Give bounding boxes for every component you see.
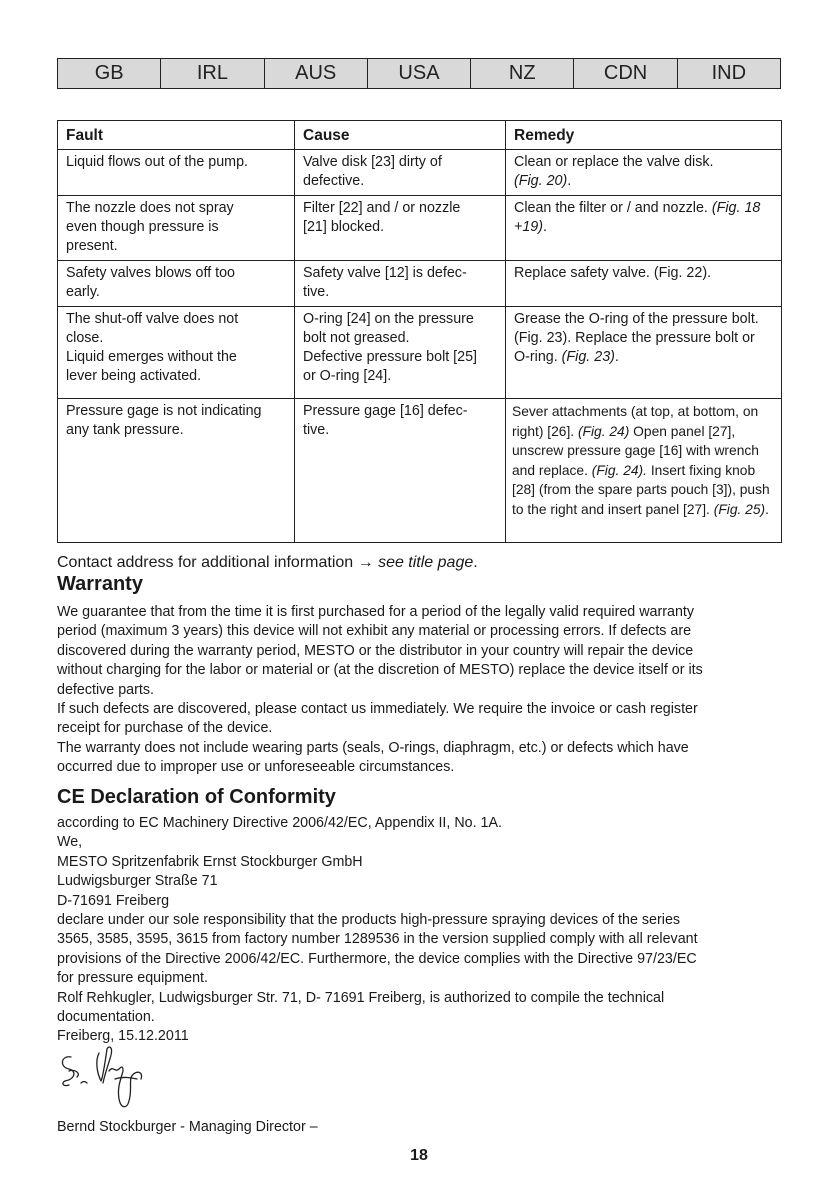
ce-line: We,: [57, 834, 83, 851]
remedy-end: .: [543, 219, 547, 235]
cause-cell: [295, 150, 506, 196]
cause-cell: [295, 261, 506, 307]
table-row: [58, 261, 782, 307]
country-tab-ind: IND: [711, 62, 747, 84]
country-tab-nz: NZ: [471, 59, 574, 88]
contact-note: [57, 553, 781, 573]
cause-line: Pressure gage [16] defec-: [303, 403, 468, 419]
warranty-line: discovered during the warranty period, MESTO or the distributor in your country will repair the device: [57, 642, 694, 659]
table-row: [58, 399, 782, 543]
ce-declaration-heading: CE Declaration of Conformity: [57, 786, 336, 808]
ce-line: Freiberg, 15.12.2011: [57, 1028, 189, 1045]
figure-reference: (Fig. 24).: [591, 462, 647, 478]
cause-line: tive.: [303, 284, 330, 300]
remedy-text: Clean or replace the valve disk.: [514, 154, 714, 170]
remedy-cell: [506, 261, 782, 307]
fault-line: The shut-off valve does not: [66, 311, 239, 327]
see-title-page-reference: see title page: [378, 554, 474, 571]
ce-line: Ludwigsburger Straße 71: [57, 873, 218, 890]
table-row: [58, 196, 782, 261]
header-fault: Fault: [58, 121, 295, 150]
ce-line: provisions of the Directive 2006/42/EC. Furthermore, the device complies with the Directive 97/23/EC: [57, 950, 697, 967]
warranty-heading: Warranty: [57, 573, 143, 595]
cause-line: O-ring [24] on the pressure: [303, 311, 474, 327]
warranty-line: period (maximum 3 years) this device will not exhibit any material or processing errors. If defects are: [57, 623, 692, 640]
ce-line: according to EC Machinery Directive 2006/42/EC, Appendix II, No. 1A.: [57, 815, 503, 831]
fault-line: any tank pressure.: [66, 422, 184, 438]
fault-line: even though pressure is: [66, 219, 219, 235]
fault-line: Liquid emerges without the: [66, 349, 237, 365]
remedy-end: .: [765, 501, 769, 517]
table-row: [58, 150, 782, 196]
header-cause: Cause: [295, 121, 506, 150]
ce-line: for pressure equipment.: [57, 970, 208, 987]
cause-line: Valve disk [23] dirty of: [303, 154, 442, 170]
warranty-line: The warranty does not include wearing parts (seals, O-rings, diaphragm, etc.) or defects which have: [57, 739, 689, 756]
remedy-text: Sever attachments (at top, at bottom, on right) [26].: [512, 404, 759, 439]
fault-line: The nozzle does not spray: [66, 200, 234, 216]
figure-reference: (Fig. 23): [561, 349, 615, 365]
fault-cell: [58, 150, 295, 196]
cause-line: bolt not greased.: [303, 330, 410, 346]
warranty-line: receipt for purchase of the device.: [57, 720, 273, 737]
cause-line: Defective pressure bolt [25]: [303, 349, 478, 365]
ce-declaration-body: [57, 814, 783, 1047]
remedy-cell: [506, 399, 782, 543]
fault-line: Pressure gage is not indicating: [66, 403, 262, 419]
warranty-line: If such defects are discovered, please contact us immediately. We require the invoice or cash register: [57, 701, 698, 718]
figure-reference: (Fig. 20): [514, 173, 568, 189]
fault-cell: [58, 261, 295, 307]
remedy-text: Open panel [27], unscrew pressure gage [16] with wrench and replace.: [512, 423, 759, 478]
ce-line: declare under our sole responsibility that the products high-pressure spraying devices of the series: [57, 912, 681, 929]
page-number: 18: [410, 1147, 428, 1164]
remedy-text: Grease the O-ring of the pressure bolt. (Fig. 23). Replace the pressure bolt or O-ring.: [514, 311, 759, 365]
cause-cell: [295, 307, 506, 399]
ce-line: 3565, 3585, 3595, 3615 from factory number 1289536 in the version supplied comply with all relevant: [57, 931, 698, 948]
country-tab-aus: AUS: [265, 59, 368, 88]
contact-end: .: [473, 554, 478, 571]
warranty-line: without charging for the labor or material or (at the discretion of MESTO) replace the device itself or its: [57, 662, 703, 679]
fault-cell: [58, 196, 295, 261]
fault-line: early.: [66, 284, 100, 300]
remedy-cell: [506, 150, 782, 196]
ce-line: documentation.: [57, 1009, 155, 1026]
cause-line: tive.: [303, 422, 330, 438]
fault-line: close.: [66, 330, 104, 346]
ce-line: MESTO Spritzenfabrik Ernst Stockburger GmbH: [57, 853, 363, 870]
warranty-line: defective parts.: [57, 681, 154, 698]
country-bar: [57, 58, 781, 89]
country-tab-gb: GB: [58, 59, 161, 88]
handwritten-signature: [57, 1043, 157, 1115]
contact-text: Contact address for additional information →: [57, 554, 379, 571]
remedy-end: .: [614, 349, 619, 365]
remedy-cell: [506, 196, 782, 261]
fault-line: present.: [66, 238, 118, 254]
remedy-text: Insert fixing knob [28] (from the spare parts pouch [3]), push to the right and insert panel [27].: [512, 462, 770, 517]
country-tab-usa: USA: [368, 59, 471, 88]
fault-table: [57, 120, 782, 543]
ce-line: Rolf Rehkugler, Ludwigsburger Str. 71, D- 71691 Freiberg, is authorized to compile the technical: [57, 989, 665, 1006]
signer-name: Bernd Stockburger - Managing Director –: [57, 1119, 318, 1135]
figure-reference: (Fig. 18 +19): [514, 200, 761, 235]
warranty-body: [57, 603, 783, 778]
fault-line: lever being activated.: [66, 368, 202, 384]
remedy-text: Clean the filter or / and nozzle.: [514, 200, 712, 216]
cause-line: Safety valve [12] is defec-: [303, 265, 467, 281]
figure-reference: (Fig. 25): [713, 501, 766, 517]
remedy-cell: [506, 307, 782, 399]
cause-cell: [295, 196, 506, 261]
cause-cell: [295, 399, 506, 543]
warranty-line: occurred due to improper use or unforeseeable circumstances.: [57, 759, 455, 776]
fault-line: Safety valves blows off too: [66, 265, 236, 281]
table-row: [58, 307, 782, 399]
cause-line: defective.: [303, 173, 365, 189]
warranty-line: We guarantee that from the time it is first purchased for a period of the legally valid required warranty: [57, 604, 695, 620]
header-remedy: Remedy: [506, 121, 782, 150]
cause-line: [21] blocked.: [303, 219, 385, 235]
table-header-row: [58, 121, 782, 150]
fault-cell: [58, 399, 295, 543]
country-tab-cdn: CDN: [574, 59, 677, 88]
cause-line: Filter [22] and / or nozzle: [303, 200, 461, 216]
country-tab-irl: IRL: [161, 59, 264, 88]
fault-line: Liquid flows out of the pump.: [66, 154, 248, 170]
remedy-text: Replace safety valve. (Fig. 22).: [514, 265, 712, 281]
figure-reference: (Fig. 24): [577, 423, 630, 439]
fault-cell: [58, 307, 295, 399]
ce-line: D-71691 Freiberg: [57, 892, 170, 909]
cause-line: or O-ring [24].: [303, 368, 392, 384]
remedy-end: .: [567, 173, 572, 189]
